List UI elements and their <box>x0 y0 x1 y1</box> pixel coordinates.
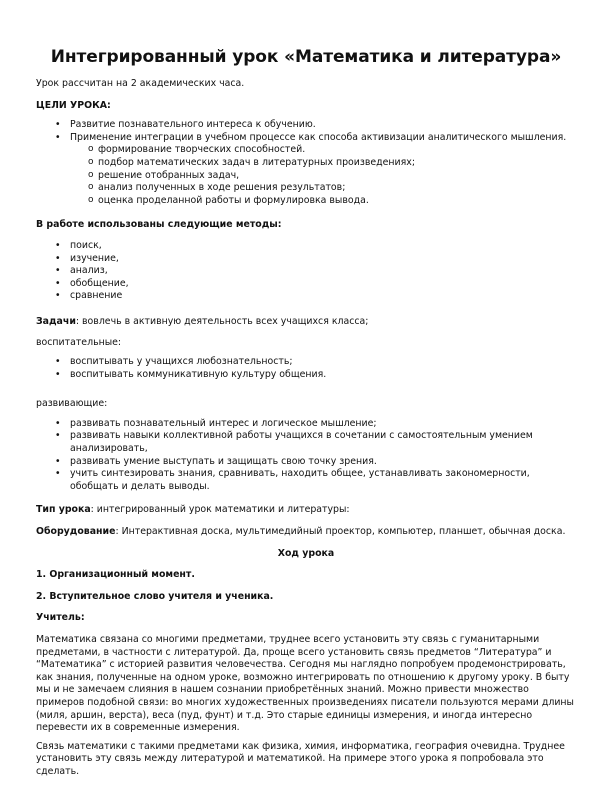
goals-heading: ЦЕЛИ УРОКА: <box>36 99 111 111</box>
page-title: Интегрированный урок «Математика и литература» <box>50 47 562 67</box>
list-item: o подбор математических задач в литературных произведениях; <box>36 157 576 170</box>
list-item: o оценка проделанной работы и формулировка вывода. <box>36 195 576 208</box>
methods-heading: В работе использованы следующие методы: <box>36 219 282 231</box>
list-item: • анализ, <box>36 265 576 278</box>
educational-list <box>36 356 576 381</box>
list-item: • развивать познавательный интерес и логическое мышление; <box>36 418 576 431</box>
tasks-line <box>36 316 576 329</box>
list-item: • развивать умение выступать и защищать свою точку зрения. <box>36 456 576 469</box>
list-item: • изучение, <box>36 253 576 266</box>
tasks-text: : вовлечь в активную деятельность всех учащихся класса; <box>75 315 369 327</box>
lesson-type-label: Тип урока <box>36 504 91 516</box>
list-item: • воспитывать у учащихся любознательность; <box>36 356 576 369</box>
goals-sublist <box>36 144 576 207</box>
list-item: o формирование творческих способностей. <box>36 144 576 157</box>
step-2: 2. Вступительное слово учителя и ученика. <box>36 590 274 602</box>
list-item: o анализ полученных в ходе решения результатов; <box>36 182 576 195</box>
developmental-list <box>36 418 576 494</box>
equipment-line <box>36 526 576 539</box>
document-page <box>36 46 576 779</box>
paragraph-2: Связь математики с такими предметами как физика, химия, информатика, география очевидна. Труднее установить эту связь между литературой и математикой. На примере этого урока я попробовала это сделать. <box>36 740 565 777</box>
methods-list <box>36 240 576 303</box>
list-item: • Применение интеграции в учебном процессе как способа активизации аналитического мышления. <box>36 132 576 145</box>
educational-label: воспитательные: <box>36 336 122 348</box>
goals-list <box>36 119 576 144</box>
step-1: 1. Организационный момент. <box>36 569 195 581</box>
equipment-label: Оборудование <box>36 526 116 538</box>
list-item: • сравнение <box>36 290 576 303</box>
paragraph-1: Математика связана со многими предметами, труднее всего установить эту связь с гуманитарными предметами, в частности с литературой. Да, проще всего установить связь предметов “Литература” и “Математика” с историей развития человечества. Сегодня мы наглядно попробуем продемонстрировать, как знания, полученные на одном уроке, возможно интегрировать по отношению к другому уроку. В быту мы и не замечаем слияния в нашем сознании приобретённых знаний. Можно привести множество примеров подобной связи: во многих художественных произведениях писатели пользуются мерами длины (миля, аршин, верста), веса (пуд, фунт) и т.д. Это старые единицы измерения, и иногда интересно перевести их в современные измерения. <box>36 634 574 734</box>
list-item: • Развитие познавательного интереса к обучению. <box>36 119 576 132</box>
tasks-label: Задачи <box>36 315 76 327</box>
lesson-type-text: : интегрированный урок математики и литературы: <box>90 504 350 516</box>
equipment-text: : Интерактивная доска, мультимедийный проектор, компьютер, планшет, обычная доска. <box>115 526 566 538</box>
list-item: • обобщение, <box>36 278 576 291</box>
list-item: • воспитывать коммуникативную культуру общения. <box>36 369 576 382</box>
lesson-type-line <box>36 504 576 517</box>
teacher-label: Учитель: <box>36 612 85 624</box>
course-heading: Ход урока <box>277 547 335 559</box>
list-item: • учить синтезировать знания, сравнивать, находить общее, устанавливать закономерности, обобщать и делать выводы. <box>36 468 576 493</box>
list-item: • поиск, <box>36 240 576 253</box>
developmental-label: развивающие: <box>36 398 108 410</box>
intro-text: Урок рассчитан на 2 академических часа. <box>36 78 245 89</box>
list-item: • развивать навыки коллективной работы учащихся в сочетании с самостоятельным умением анализировать, <box>36 430 576 455</box>
list-item: o решение отобранных задач, <box>36 170 576 183</box>
